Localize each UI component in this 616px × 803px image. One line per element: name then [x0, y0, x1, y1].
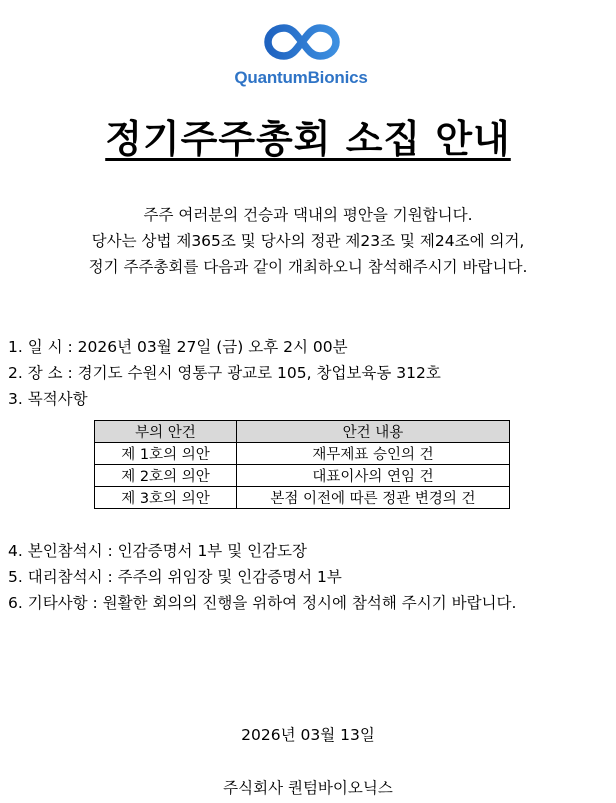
infinity-logo-icon	[263, 22, 341, 62]
table-row	[95, 465, 510, 487]
table-row	[95, 487, 510, 509]
item-other: 6. 기타사항 : 원활한 회의의 진행을 위하여 정시에 참석해 주시기 바랍니다.	[8, 594, 517, 612]
logo-wordmark: QuantumBionics	[234, 68, 368, 87]
item-attend-proxy: 5. 대리참석시 : 주주의 위임장 및 인감증명서 1부	[8, 568, 342, 586]
agenda-table	[94, 420, 510, 509]
intro-line: 당사는 상법 제365조 및 당사의 정관 제23조 및 제24조에 의거,	[91, 232, 525, 250]
table-header-cell: 부의 안건	[95, 421, 237, 443]
item-attend-self: 4. 본인참석시 : 인감증명서 1부 및 인감도장	[8, 542, 308, 560]
item-place: 2. 장 소 : 경기도 수원시 영통구 광교로 105, 창업보육동 312호	[8, 364, 441, 382]
page-title: 정기주주총회 소집 안내	[105, 117, 511, 161]
table-row	[95, 443, 510, 465]
intro-paragraph	[0, 202, 616, 280]
table-cell: 대표이사의 연임 건	[237, 465, 510, 487]
company-logo	[229, 22, 373, 90]
table-cell: 본점 이전에 따른 정관 변경의 건	[237, 487, 510, 509]
item-datetime: 1. 일 시 : 2026년 03월 27일 (금) 오후 2시 00분	[8, 338, 348, 356]
table-header-row	[95, 421, 510, 443]
notice-date: 2026년 03월 13일	[241, 726, 375, 744]
intro-line: 주주 여러분의 건승과 댁내의 평안을 기원합니다.	[143, 206, 473, 224]
item-purpose: 3. 목적사항	[8, 390, 88, 408]
company-name: 주식회사 퀀텀바이오닉스	[223, 779, 393, 797]
table-header-cell: 안건 내용	[237, 421, 510, 443]
table-cell: 제 1호의 의안	[95, 443, 237, 465]
intro-line: 정기 주주총회를 다음과 같이 개최하오니 참석해주시기 바랍니다.	[88, 258, 528, 276]
table-cell: 제 3호의 의안	[95, 487, 237, 509]
table-cell: 재무제표 승인의 건	[237, 443, 510, 465]
table-cell: 제 2호의 의안	[95, 465, 237, 487]
